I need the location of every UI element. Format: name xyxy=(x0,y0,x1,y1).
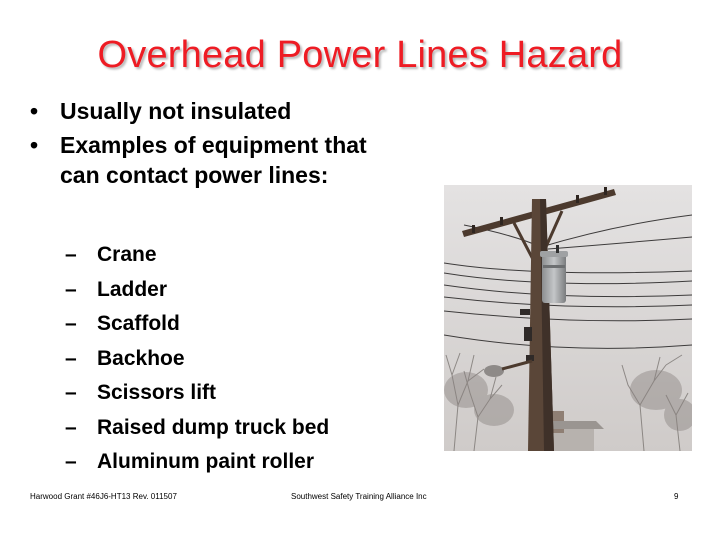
dash-marker: – xyxy=(65,450,77,473)
slide-title: Overhead Power Lines Hazard xyxy=(97,34,623,76)
equipment-label: Aluminum paint roller xyxy=(97,450,315,473)
footer-grant-id: Harwood Grant #46J6-HT13 Rev. 011507 xyxy=(30,492,177,501)
dash-marker: – xyxy=(65,243,77,266)
equipment-item xyxy=(65,413,425,448)
equipment-label: Scaffold xyxy=(97,312,180,335)
equipment-label: Ladder xyxy=(97,277,168,301)
dash-marker: – xyxy=(65,381,77,404)
bullet-text: Examples of equipment that can contact power lines: xyxy=(60,132,367,188)
utility-pole-illustration xyxy=(444,185,692,451)
bullet-marker: • xyxy=(30,132,39,158)
dash-marker: – xyxy=(65,312,77,335)
equipment-item xyxy=(65,344,425,379)
bullet-marker: • xyxy=(30,98,39,124)
equipment-list xyxy=(65,240,425,482)
bullet-item xyxy=(30,130,430,190)
equipment-item xyxy=(65,378,425,413)
equipment-label: Scissors lift xyxy=(97,381,217,404)
equipment-item xyxy=(65,447,425,482)
utility-pole-photo xyxy=(444,185,692,451)
footer-organization: Southwest Safety Training Alliance Inc xyxy=(291,492,427,501)
dash-marker: – xyxy=(65,415,77,439)
equipment-label: Raised dump truck bed xyxy=(97,415,330,439)
equipment-item xyxy=(65,275,425,310)
equipment-label: Backhoe xyxy=(97,346,185,370)
bullet-list xyxy=(30,96,430,190)
equipment-item xyxy=(65,309,425,344)
equipment-item xyxy=(65,240,425,275)
dash-marker: – xyxy=(65,277,77,301)
bullet-text: Usually not insulated xyxy=(60,98,292,124)
page-number: 9 xyxy=(674,492,679,501)
dash-marker: – xyxy=(65,346,77,370)
bullet-item xyxy=(30,96,430,126)
equipment-label: Crane xyxy=(97,243,157,266)
